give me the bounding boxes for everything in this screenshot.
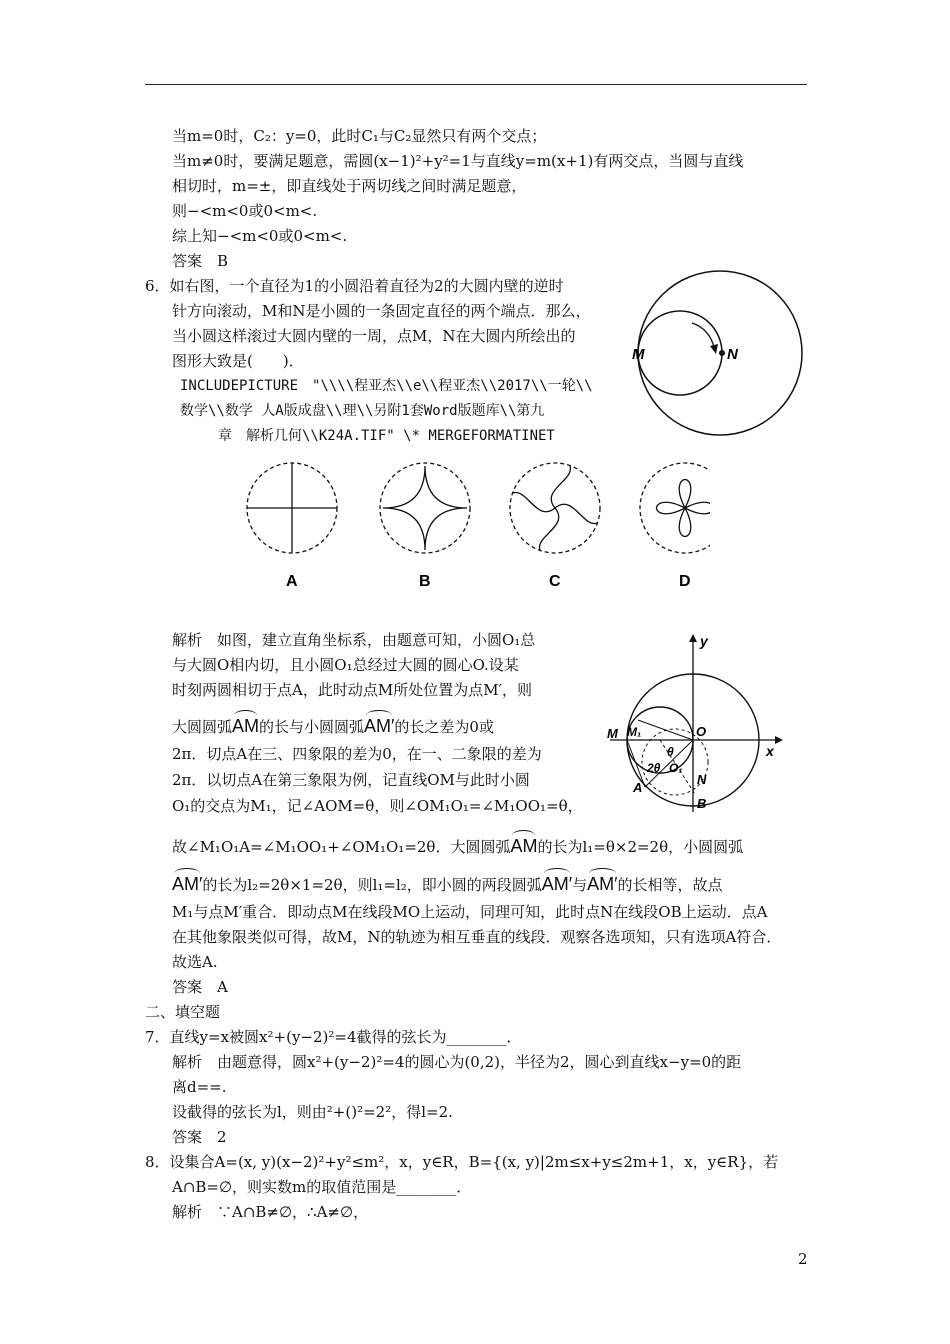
text-fragment: 的长为l₁=θ×2=2θ，小圆圆弧	[537, 838, 744, 856]
text-line: 相切时，m=±，即直线处于两切线之间时满足题意，	[172, 177, 527, 195]
solution-line	[172, 836, 743, 857]
coordinate-figure	[605, 632, 785, 817]
coord-label-y: y	[700, 633, 708, 649]
option-a-label: A	[286, 573, 298, 590]
text-fragment: 的长之差为0或	[394, 718, 494, 736]
coord-label-a: A	[633, 780, 643, 795]
question-8-line: A∩B=∅，则实数m的取值范围是________．	[172, 1178, 472, 1196]
coord-label-m1: M₁	[627, 725, 642, 739]
question-6-line: 6．如右图，一个直径为1的小圆沿着直径为2的大圆内壁的逆时	[145, 277, 564, 295]
arc-am: AM	[232, 716, 260, 736]
label-m: M	[632, 346, 645, 363]
coord-label-x: x	[766, 743, 774, 759]
solution-line	[172, 716, 494, 737]
solution-line: 2π．以切点A在第三象限为例，记直线OM与此时小圆	[172, 771, 530, 789]
includepicture-field: 章 解析几何\\K24A.TIF" \* MERGEFORMATINET	[218, 428, 555, 444]
coord-label-n: N	[697, 772, 707, 787]
text-fragment: 与	[572, 876, 588, 894]
coord-label-2theta: 2θ	[647, 761, 661, 775]
option-d-figure	[640, 463, 710, 553]
text-line: 当m≠0时，要满足题意，需圆(x−1)²+y²=1与直线y=m(x+1)有两交点，当圆与直线	[172, 152, 744, 170]
text-line: 则−<m<0或0<m<.	[172, 202, 318, 220]
arc-am-prime: AM′	[587, 874, 618, 894]
solution-line: 解析 由题意得，圆x²+(y−2)²=4的圆心为(0,2)，半径为2，圆心到直线x−y=0的距	[172, 1053, 742, 1071]
question-7-line: 7．直线y=x被圆x²+(y−2)²=4截得的弦长为________．	[145, 1028, 522, 1046]
solution-line: 设截得的弦长为l，则由²+()²=2²，得l=2.	[172, 1103, 453, 1121]
coord-label-o: O	[696, 724, 707, 739]
arc-am-prime: AM′	[364, 716, 395, 736]
option-c-figure	[510, 463, 600, 553]
label-n: N	[727, 346, 738, 363]
includepicture-field: INCLUDEPICTURE "\\\\程亚杰\\e\\程亚杰\\2017\\一轮\\	[180, 378, 593, 394]
text-fragment: 的长相等，故点	[617, 876, 723, 894]
solution-line: 解析 ∵A∩B≠∅，∴A≠∅，	[172, 1203, 369, 1221]
solution-line: 与大圆O相内切，且小圆O₁总经过大圆的圆心O.设某	[172, 656, 519, 674]
solution-line: O₁的交点为M₁，记∠AOM=θ，则∠OM₁O₁=∠M₁OO₁=θ，	[172, 797, 583, 815]
answer-line: 答案 B	[172, 252, 229, 270]
coord-label-theta: θ	[667, 745, 674, 759]
text-fragment: 的长为l₂=2θ×1=2θ，则l₁=l₂，即小圆的两段圆弧	[202, 876, 542, 894]
answer-line: 答案 2	[172, 1128, 227, 1146]
option-a-figure	[247, 463, 337, 553]
includepicture-field: 数学\\数学 人A版成盘\\理\\另附1套Word版题库\\第九	[180, 403, 545, 419]
question-6-line: 当小圆这样滚过大圆内壁的一周，点M，N在大圆内所绘出的	[172, 327, 576, 345]
solution-line: 在其他象限类似可得，故M，N的轨迹为相互垂直的线段．观察各选项知，只有选项A符合．	[172, 928, 782, 946]
question-8-line: 8．设集合A=(x, y)(x−2)²+y²≤m²，x，y∈R，B={(x, y)|2m≤x+y≤2m+1，x，y∈R}，若	[145, 1153, 779, 1171]
option-c-label: C	[549, 573, 561, 590]
text-fragment: 故∠M₁O₁A=∠M₁OO₁+∠OM₁O₁=2θ．大圆圆弧	[172, 838, 511, 856]
solution-line: 时刻两圆相切于点A，此时动点M所处位置为点M′，则	[172, 681, 532, 699]
text-line: 综上知−<m<0或0<m<.	[172, 227, 348, 245]
arc-am-prime: AM′	[541, 874, 573, 894]
page-number: 2	[798, 1250, 808, 1268]
text-line: 当m=0时，C₂：y=0，此时C₁与C₂显然只有两个交点；	[172, 127, 547, 145]
arc-am-prime: AM′	[172, 874, 203, 894]
solution-line: 解析 如图，建立直角坐标系，由题意可知，小圆O₁总	[172, 631, 536, 649]
text-fragment: 大圆圆弧	[172, 718, 233, 736]
option-b-figure	[380, 463, 470, 553]
solution-line	[172, 874, 723, 895]
rolling-circle-figure	[630, 268, 810, 438]
answer-options-figure	[240, 460, 710, 595]
coord-label-o1: O₁	[669, 761, 683, 775]
question-6-line: 针方向滚动，M和N是小圆的一条固定直径的两个端点．那么，	[172, 302, 591, 320]
arc-am: AM	[510, 836, 538, 856]
solution-line: 离d==.	[172, 1078, 227, 1096]
option-b-label: B	[419, 573, 431, 590]
text-fragment: 的长与小圆圆弧	[259, 718, 365, 736]
solution-line: 2π．切点A在三、四象限的差为0，在一、二象限的差为	[172, 745, 542, 763]
answer-line: 答案 A	[172, 978, 228, 996]
coord-label-m: M	[607, 726, 618, 741]
question-6-line: 图形大致是( )．	[172, 352, 304, 370]
option-d-label: D	[679, 573, 691, 590]
solution-line: M₁与点M′重合．即动点M在线段MO上运动，同理可知，此时点N在线段OB上运动．点A	[172, 903, 768, 921]
solution-line: 故选A.	[172, 953, 218, 971]
header-rule	[145, 84, 807, 85]
section-heading: 二、填空题	[145, 1003, 221, 1021]
coord-label-b: B	[697, 796, 707, 811]
